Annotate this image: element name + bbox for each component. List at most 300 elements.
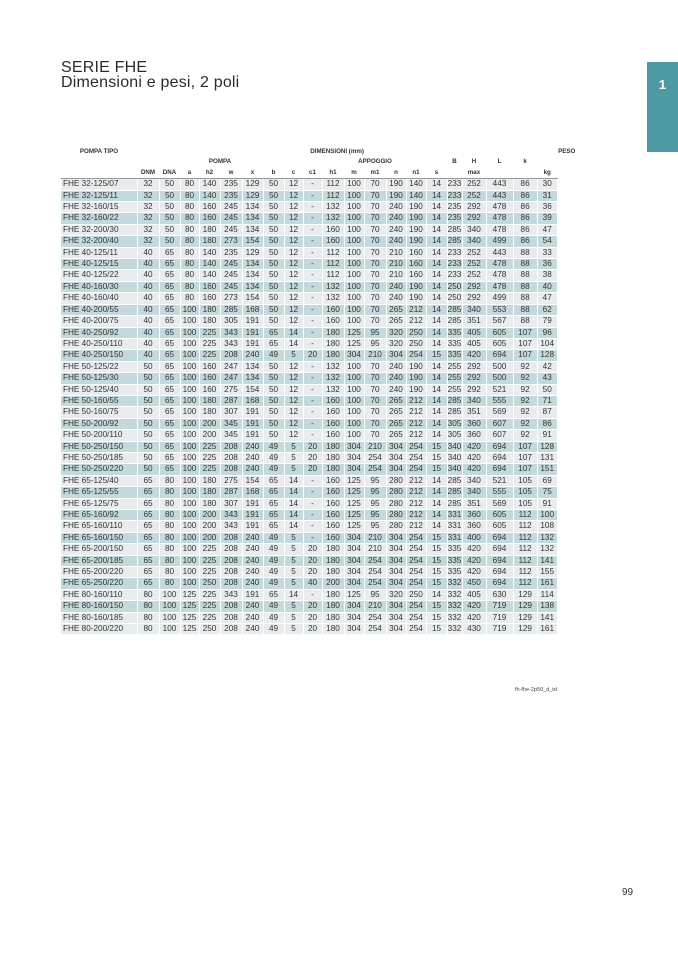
table-cell: 160 [199,384,220,395]
table-cell: 132 [322,361,344,372]
table-cell: 280 [386,521,406,532]
table-cell: 160 [322,475,344,486]
table-cell: 719 [486,601,513,612]
table-cell: 332 [447,612,462,622]
table-cell: 233 [447,259,462,269]
table-cell: 719 [486,612,513,623]
table-cell: 240 [242,624,263,635]
column-header: max [462,168,486,179]
table-row [61,293,576,304]
table-cell: 65 [159,395,180,406]
pump-model-cell: FHE 40-125/22 [61,270,137,281]
table-cell: - [303,327,322,338]
table-cell: 92 [513,418,537,429]
table-cell: 112 [513,544,537,555]
section-tab-number: 1 [658,77,667,92]
table-cell: 92 [513,430,537,441]
table-cell: - [303,224,322,235]
table-cell: 694 [486,464,513,475]
table-cell: 65 [159,327,180,338]
table-cell: 114 [537,589,557,600]
table-cell: 96 [537,327,557,338]
table-cell: 443 [486,247,513,258]
table-cell: 190 [386,190,406,201]
table-cell: 719 [486,624,513,635]
table-cell: 70 [364,418,386,429]
table-cell: 200 [199,532,220,543]
pump-model-cell: FHE 65-250/220 [61,578,137,589]
table-cell: 240 [242,578,263,589]
table-cell: 12 [284,293,303,304]
table-cell: 125 [344,327,364,338]
table-cell: 304 [386,464,406,475]
table-cell: 607 [486,418,513,429]
table-cell: 553 [486,304,513,315]
table-cell: 340 [462,224,486,235]
table-cell: 49 [263,567,284,578]
table-cell: 245 [220,224,242,235]
table-cell: 95 [364,475,386,486]
table-cell: 285 [447,395,462,405]
table-cell: 343 [220,589,242,600]
table-cell: 265 [386,395,406,406]
table-cell: 332 [447,601,462,611]
pump-model-cell: FHE 32-200/40 [61,236,137,247]
table-cell: 12 [284,373,303,384]
table-cell: 20 [303,464,322,475]
table-cell: 50 [263,179,284,190]
table-cell: 400 [462,532,486,543]
table-cell: 208 [220,544,242,555]
table-cell: 65 [159,464,180,475]
table-cell: 47 [537,224,557,235]
table-cell: 168 [242,304,263,315]
table-cell: 80 [180,281,199,292]
table-cell: 100 [180,304,199,315]
table-cell: 275 [220,475,242,486]
table-cell: 304 [344,601,364,612]
table-cell: 240 [242,441,263,452]
table-cell: 190 [406,293,426,304]
table-cell: 92 [513,395,537,406]
table-cell: 190 [406,281,426,292]
table-cell: 521 [486,384,513,395]
table-cell: 125 [180,624,199,635]
table-cell: 14 [284,521,303,532]
table-cell: 80 [159,475,180,486]
table-cell: 280 [386,498,406,509]
pump-model-cell: FHE 32-125/07 [61,179,137,190]
pump-model-cell: FHE 32-200/30 [61,224,137,235]
table-cell: 287 [220,395,242,406]
table-cell: 62 [537,304,557,315]
table-cell: 95 [364,338,386,349]
table-cell: 304 [386,601,406,612]
table-cell: 478 [486,213,513,224]
table-cell: 5 [284,555,303,566]
table-cell: 340 [447,452,462,462]
table-cell: 247 [220,361,242,372]
table-cell: 285 [447,236,462,246]
table-cell: 280 [386,487,406,498]
pump-model-cell: FHE 40-160/40 [61,293,137,304]
table-cell: 233 [447,270,462,280]
table-cell: 569 [486,498,513,509]
table-cell: 40 [137,316,159,327]
table-cell: 15 [426,624,447,635]
table-cell: 65 [137,578,159,589]
table-cell: 50 [263,224,284,235]
table-cell: 50 [137,418,159,429]
table-cell: 292 [462,293,486,304]
column-header: c [284,168,303,179]
table-cell: 100 [344,202,364,213]
table-cell: 235 [447,202,462,212]
table-cell: 50 [263,395,284,406]
column-header-L: L [497,158,502,166]
table-cell: 212 [406,304,426,315]
table-cell: 225 [199,589,220,600]
table-cell: 225 [199,441,220,452]
table-cell: 86 [513,213,537,224]
table-cell: 160 [406,270,426,281]
table-cell: 65 [137,532,159,543]
table-cell: 351 [462,407,486,418]
column-header: b [263,168,284,179]
table-cell: 304 [344,464,364,475]
table-cell: 304 [344,567,364,578]
table-cell: 285 [447,304,462,314]
table-cell: 50 [137,407,159,418]
table-cell: - [303,304,322,315]
table-cell: 14 [426,430,447,441]
table-cell: 50 [263,430,284,441]
table-cell: 75 [537,487,557,498]
table-cell: 86 [513,202,537,213]
table-cell: 132 [322,384,344,395]
table-row [61,304,576,315]
table-cell: 80 [137,601,159,612]
table-cell: 14 [426,316,447,327]
table-cell: 80 [180,259,199,270]
table-cell: 65 [137,510,159,521]
table-cell: 254 [364,555,386,566]
column-header: DNM [137,168,159,179]
table-cell: 240 [242,452,263,463]
table-cell: 134 [242,281,263,292]
table-cell: 160 [199,202,220,213]
table-cell: 240 [242,532,263,543]
table-cell: 212 [406,510,426,521]
table-cell: 86 [513,179,537,190]
table-cell: 605 [486,327,513,338]
table-cell: 20 [303,544,322,555]
table-cell: 100 [180,373,199,384]
table-cell: 70 [364,259,386,270]
table-cell: 80 [159,521,180,532]
table-cell: 100 [344,281,364,292]
table-cell: 180 [322,589,344,600]
table-cell: 254 [406,441,426,452]
table-cell: 331 [447,510,462,519]
table-cell: 14 [426,247,447,258]
table-cell: 14 [284,510,303,521]
table-cell: 65 [263,338,284,349]
table-cell: 15 [426,567,447,578]
table-row [61,475,576,486]
table-row [61,589,576,600]
table-cell: 335 [447,567,462,577]
pump-model-cell: FHE 50-250/185 [61,452,137,463]
table-cell: 240 [386,293,406,304]
table-cell: 5 [284,567,303,578]
table-cell: 80 [180,270,199,281]
column-header-weight-unit: kg [537,168,557,179]
table-cell: 161 [537,624,557,635]
table-cell: 240 [386,213,406,224]
table-cell: 304 [386,350,406,361]
table-cell: 280 [386,475,406,486]
table-cell: 100 [344,316,364,327]
table-cell: 340 [462,395,486,406]
table-row [61,498,576,509]
table-cell: 50 [159,213,180,224]
table-cell: 140 [406,179,426,190]
column-header: m1 [364,168,386,179]
table-cell: 5 [284,532,303,543]
table-cell: - [303,179,322,190]
table-cell: 208 [220,452,242,463]
table-cell: 86 [513,236,537,247]
header-dimensions: DIMENSIONI (mm) [310,148,364,155]
document-code: fh-fhe-2p50_d_td [515,687,557,693]
table-cell: 70 [364,190,386,201]
table-cell: 307 [220,498,242,509]
table-cell: 360 [462,521,486,532]
table-cell: 332 [447,624,462,634]
table-cell: 49 [263,464,284,475]
table-cell: 225 [199,464,220,475]
table-cell: 5 [284,350,303,361]
table-cell: 180 [199,316,220,327]
table-cell: 100 [180,567,199,578]
table-row [61,395,576,406]
table-cell: 40 [137,350,159,361]
table-row [61,544,576,555]
table-cell: 340 [462,487,486,498]
table-cell: 100 [180,487,199,498]
table-cell: 50 [137,452,159,463]
table-row [61,179,576,190]
table-cell: 160 [199,361,220,372]
table-cell: 240 [242,567,263,578]
table-cell: 20 [303,601,322,612]
table-cell: 254 [406,578,426,589]
table-cell: 36 [537,202,557,213]
table-cell: 240 [386,236,406,247]
table-cell: 112 [322,179,344,190]
table-cell: 200 [199,430,220,441]
table-cell: 50 [137,430,159,441]
table-cell: 50 [537,384,557,395]
pump-model-cell: FHE 50-200/110 [61,430,137,441]
table-cell: 252 [462,247,486,258]
table-cell: 65 [263,327,284,338]
table-cell: 129 [513,612,537,623]
table-cell: 100 [344,190,364,201]
table-cell: 180 [322,624,344,635]
table-cell: 5 [284,578,303,589]
table-cell: 70 [364,281,386,292]
table-cell: 160 [406,247,426,258]
table-cell: 694 [486,350,513,361]
pump-model-cell: FHE 65-200/220 [61,567,137,578]
table-cell: 100 [180,475,199,486]
table-cell: 31 [537,190,557,201]
table-cell: 95 [364,589,386,600]
table-row [61,224,576,235]
table-cell: 100 [180,555,199,566]
table-cell: 125 [180,589,199,600]
table-row [61,338,576,349]
table-cell: 320 [386,589,406,600]
table-cell: 254 [406,624,426,635]
table-cell: 112 [513,532,537,543]
table-cell: 343 [220,510,242,521]
table-cell: 443 [486,190,513,201]
table-cell: 208 [220,612,242,623]
table-cell: 694 [486,532,513,543]
table-cell: 100 [180,544,199,555]
table-cell: 235 [220,179,242,190]
table-cell: - [303,202,322,213]
table-cell: 240 [242,544,263,555]
table-cell: 240 [386,224,406,235]
table-cell: 50 [263,190,284,201]
table-cell: 208 [220,578,242,589]
table-cell: 100 [344,384,364,395]
table-cell: 555 [486,395,513,406]
table-cell: 569 [486,407,513,418]
table-cell: 79 [537,316,557,327]
table-cell: 304 [386,567,406,578]
table-cell: 694 [486,567,513,578]
table-cell: 250 [406,589,426,600]
table-cell: 107 [513,350,537,361]
header-pump-type: POMPA TIPO [79,148,119,155]
table-cell: 14 [426,236,447,247]
table-cell: 125 [344,498,364,509]
column-header-B: B [452,158,457,166]
table-cell: 12 [284,384,303,395]
table-cell: 351 [462,498,486,509]
table-cell: 200 [199,510,220,521]
table-cell: 80 [180,247,199,258]
column-header: c1 [303,168,322,179]
table-cell: 134 [242,361,263,372]
table-cell: 65 [159,338,180,349]
table-cell: 65 [159,441,180,452]
table-cell: 180 [199,395,220,406]
column-header: DNA [159,168,180,179]
table-cell: 420 [462,567,486,578]
column-header: n [386,168,406,179]
table-row [61,521,576,532]
table-cell: 254 [406,350,426,361]
table-cell: 304 [344,532,364,543]
table-cell: 265 [386,407,406,418]
table-cell: 252 [462,179,486,190]
table-cell: 49 [263,555,284,566]
table-cell: 132 [537,544,557,555]
table-cell: 212 [406,521,426,532]
table-cell: 50 [263,373,284,384]
table-cell: 254 [406,532,426,543]
table-cell: 42 [537,361,557,372]
table-cell: 273 [220,293,242,304]
table-cell: 208 [220,350,242,361]
table-cell: 405 [462,338,486,349]
table-cell: 80 [137,624,159,635]
table-cell: 320 [386,338,406,349]
table-cell: 225 [199,338,220,349]
table-cell: 70 [364,384,386,395]
table-cell: - [303,475,322,486]
table-cell: 225 [199,327,220,338]
table-cell: 100 [344,293,364,304]
table-cell: - [303,338,322,349]
table-cell: 112 [513,510,537,521]
table-cell: 105 [513,475,537,486]
table-cell: 50 [263,293,284,304]
table-cell: 160 [322,498,344,509]
table-cell: 15 [426,441,447,452]
table-cell: 49 [263,624,284,635]
series-title: SERIE FHE [61,59,148,76]
table-cell: 100 [344,247,364,258]
table-cell: 304 [344,578,364,589]
table-cell: 240 [242,601,263,612]
table-cell: 235 [220,247,242,258]
table-cell: 180 [322,555,344,566]
column-header: w [220,168,242,179]
table-cell: 70 [364,395,386,406]
pump-model-cell: FHE 80-160/110 [61,589,137,600]
table-cell: 86 [537,418,557,429]
table-cell: 240 [386,384,406,395]
table-cell: - [303,498,322,509]
table-cell: 250 [406,338,426,349]
table-cell: 138 [537,601,557,612]
table-cell: 100 [344,430,364,441]
pump-model-cell: FHE 65-160/92 [61,510,137,521]
table-cell: 405 [462,589,486,600]
table-cell: 112 [322,270,344,281]
table-cell: 70 [364,304,386,315]
table-cell: 100 [159,601,180,612]
table-cell: 65 [159,361,180,372]
table-cell: 100 [180,510,199,521]
table-cell: 36 [537,259,557,270]
table-cell: 43 [537,373,557,384]
table-cell: 65 [137,555,159,566]
table-cell: 160 [322,407,344,418]
table-cell: - [303,430,322,441]
table-cell: 132 [537,532,557,543]
table-cell: 285 [447,498,462,508]
table-cell: 304 [344,612,364,623]
table-cell: 180 [199,304,220,315]
